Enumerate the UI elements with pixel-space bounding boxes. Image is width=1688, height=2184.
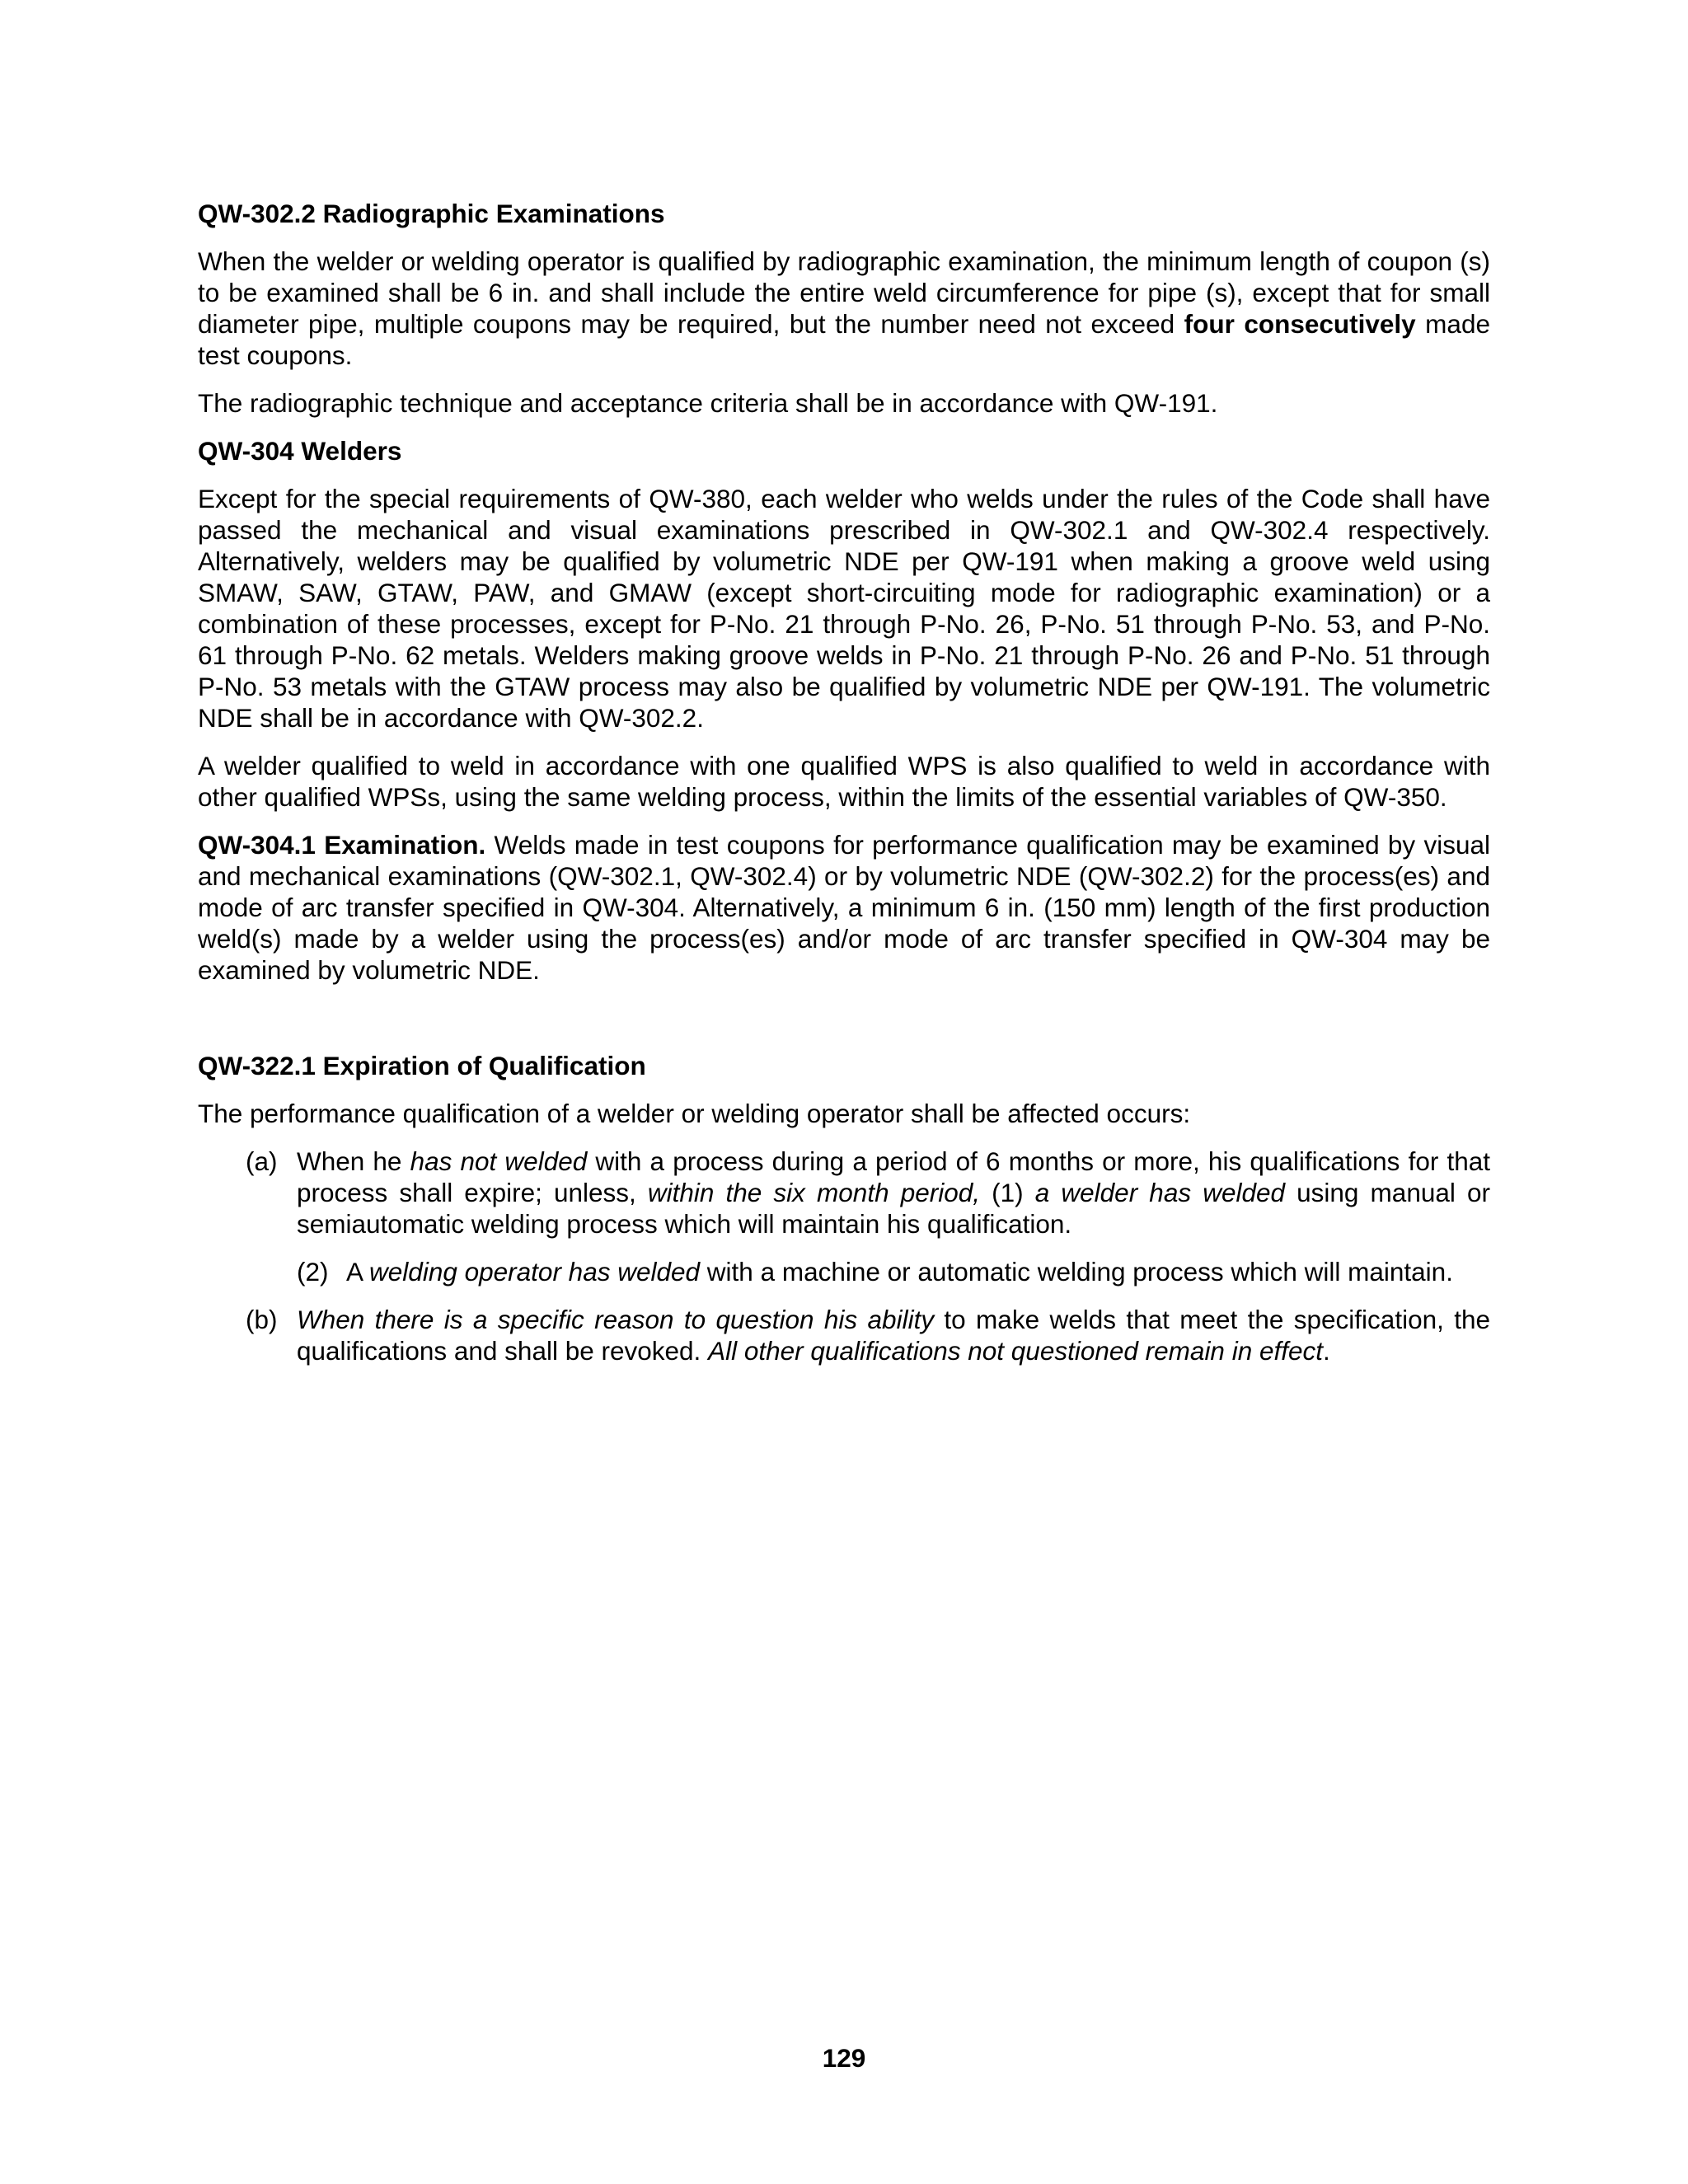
italic-text-run: When there is a specific reason to question his ability <box>297 1305 935 1334</box>
document-page <box>198 198 1490 1383</box>
italic-text-run: All other qualifications not questioned remain in effect <box>708 1336 1324 1366</box>
section-heading-qw-304: QW-304 Welders <box>198 436 402 466</box>
section-heading-qw-302-2: QW-302.2 Radiographic Examinations <box>198 199 665 228</box>
text-run: When the welder or welding operator is qualified by radiographic examination, the minimum length of coupon (s) to be examined shall be 6 in. and shall include the entire weld circumference for pipe (s), except that for small diameter pipe, multiple coupons may be required, but the number need not exceed <box>198 246 1490 339</box>
text-run: using manual or semiautomatic welding process which will maintain his qualification. <box>297 1178 1490 1239</box>
text-run: A <box>346 1257 370 1286</box>
text-run: made test coupons. <box>198 309 1490 370</box>
text-run: with a machine or automatic welding process which will maintain. <box>700 1257 1453 1286</box>
italic-text-run: has not welded <box>410 1146 588 1176</box>
bold-text-run: QW-304.1 Examination. <box>198 830 486 860</box>
text-run: When he <box>297 1146 410 1176</box>
text-run: (1) <box>980 1178 1035 1207</box>
section-gap <box>198 1002 1490 1050</box>
list-marker: (a) <box>246 1146 278 1176</box>
text-run: to make welds that meet the specification, the qualifications and shall be revoked. <box>297 1305 1490 1366</box>
list-item-a <box>198 1146 1490 1240</box>
list-marker: (b) <box>246 1305 278 1334</box>
text-run: Welds made in test coupons for performance qualification may be examined by visual and mechanical examinations (QW-302.1, QW-302.4) or by volumetric NDE (QW-302.2) for the process(es) and mode of arc transfer specified in QW-304. Alternatively, a minimum 6 in. (150 mm) length of the first production weld(s) made by a welder using the process(es) and/or mode of arc transfer specified in QW-304 may be examined by volumetric NDE. <box>198 830 1490 985</box>
list-item-b <box>198 1304 1490 1366</box>
paragraph-welders-wps: A welder qualified to weld in accordance with one qualified WPS is also qualified to weld in accordance with other qualified WPSs, using the same welding process, within the limits of the essential variables of QW-350. <box>198 751 1490 812</box>
italic-text-run: a welder has welded <box>1034 1178 1286 1207</box>
paragraph-radiographic-technique: The radiographic technique and acceptance criteria shall be in accordance with QW-191. <box>198 388 1218 418</box>
italic-text-run: welding operator has welded <box>369 1257 701 1286</box>
paragraph-expiration-intro: The performance qualification of a welder or welding operator shall be affected occurs: <box>198 1099 1191 1128</box>
bold-text-run: four consecutively <box>1184 309 1416 339</box>
paragraph-welders-requirements: Except for the special requirements of QW-380, each welder who welds under the rules of the Code shall have passed the mechanical and visual examinations prescribed in QW-302.1 and QW-302.4 respectively. Alternatively, welders may be qualified by volumetric NDE per QW-191 when making a groove weld using SMAW, SAW, GTAW, PAW, and GMAW (except short-circuiting mode for radiographic examination) or a combination of these processes, except for P-No. 21 through P-No. 26, P-No. 51 through P-No. 53, and P-No. 61 through P-No. 62 metals. Welders making groove welds in P-No. 21 through P-No. 26 and P-No. 51 through P-No. 53 metals with the GTAW process may also be qualified by volumetric NDE per QW-191. The volumetric NDE shall be in accordance with QW-302.2. <box>198 484 1490 733</box>
page-number: 129 <box>822 2043 866 2073</box>
list-item-a-2 <box>198 1256 1490 1287</box>
list-marker: (2) <box>297 1257 329 1286</box>
paragraph-qw-304-1-examination <box>198 829 1490 986</box>
italic-text-run: within the six month period, <box>647 1178 981 1207</box>
text-run: with a process during a period of 6 months or more, his qualifications for that process shall expire; unless, <box>297 1146 1490 1207</box>
text-run: . <box>1323 1336 1330 1366</box>
section-heading-qw-322-1: QW-322.1 Expiration of Qualification <box>198 1051 646 1080</box>
paragraph-radiographic-length <box>198 246 1490 371</box>
